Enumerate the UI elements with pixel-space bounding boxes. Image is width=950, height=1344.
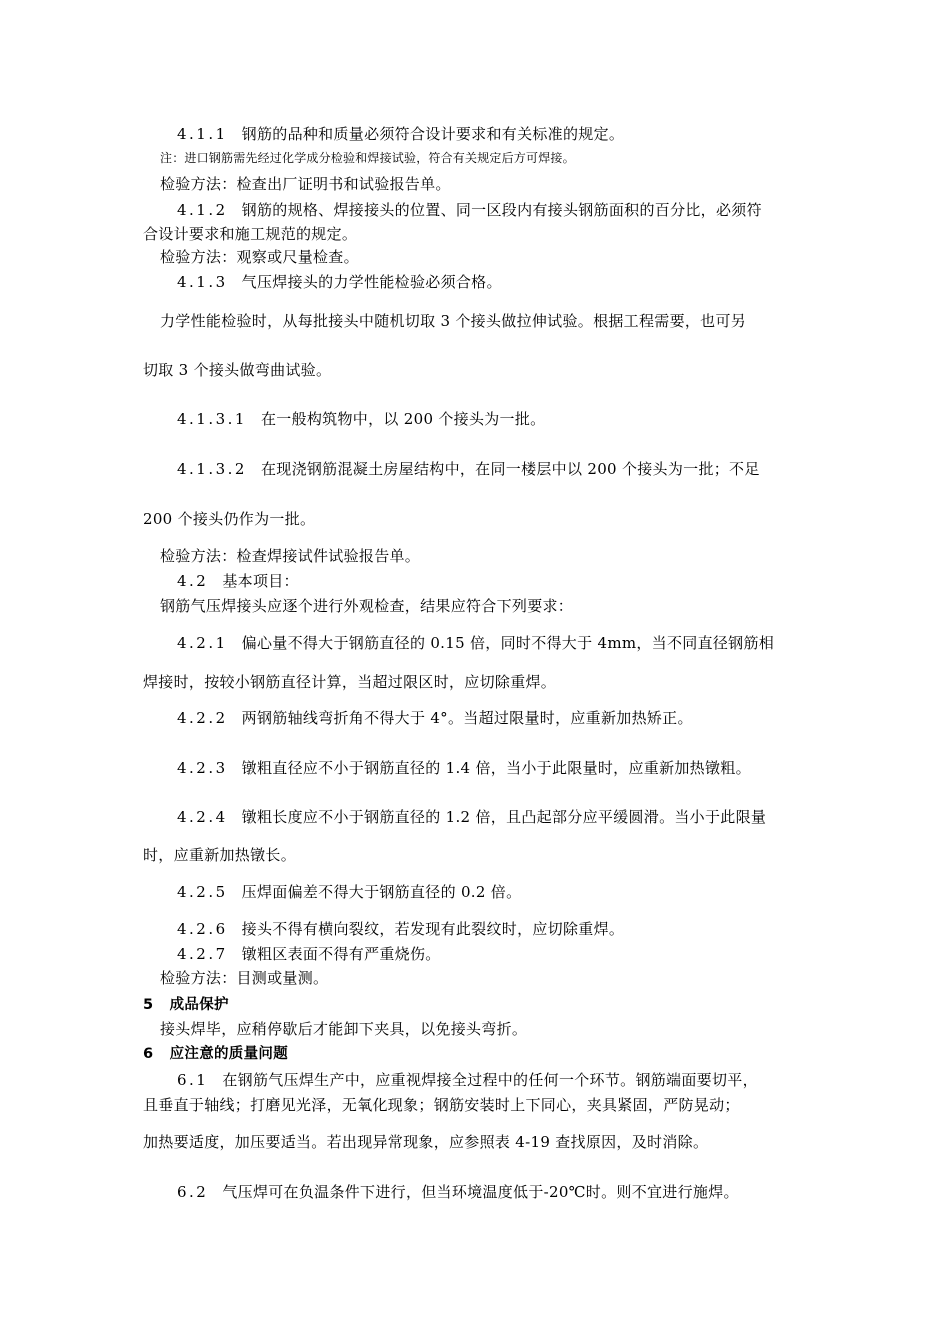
clause-text: 镦粗长度应不小于钢筋直径的 1.2 倍，且凸起部分应平缓圆滑。当小于此限量	[241, 808, 767, 826]
continuation-line: 时，应重新加热镦长。	[143, 846, 297, 864]
clause-number: 4.1.3	[177, 273, 228, 291]
clause-number: 4.2.6	[177, 920, 228, 938]
clause-text: 气压焊接头的力学性能检验必须合格。	[241, 273, 502, 291]
continuation-line: 加热要适度，加压要适当。若出现异常现象，应参照表 4-19 查找原因，及时消除。	[143, 1133, 709, 1151]
clause-number: 6.2	[177, 1183, 209, 1201]
inspection-method: 检验方法：目测或量测。	[160, 969, 329, 987]
clause-text: 镦粗区表面不得有严重烧伤。	[241, 945, 441, 963]
continuation-line: 200 个接头仍作为一批。	[143, 510, 316, 528]
clause-number: 4.1.1	[177, 125, 228, 143]
clause-6-2	[177, 1182, 739, 1202]
clause-4-2-1	[177, 633, 774, 653]
clause-number: 4.2	[177, 572, 209, 590]
continuation-line: 且垂直于轴线；打磨见光泽，无氧化现象；钢筋安装时上下同心，夹具紧固，严防晃动；	[143, 1096, 740, 1114]
section-number: 5	[143, 997, 156, 1013]
continuation-line: 切取 3 个接头做弯曲试验。	[143, 361, 332, 379]
clause-text: 镦粗直径应不小于钢筋直径的 1.4 倍，当小于此限量时，应重新加热镦粗。	[241, 759, 751, 777]
clause-number: 4.2.3	[177, 759, 228, 777]
continuation-line: 合设计要求和施工规范的规定。	[143, 225, 358, 243]
clause-text: 钢筋的品种和质量必须符合设计要求和有关标准的规定。	[241, 125, 625, 143]
clause-4-1-3-2	[177, 459, 760, 479]
section-heading-5	[143, 995, 229, 1015]
clause-number: 6.1	[177, 1071, 209, 1089]
clause-number: 4.2.4	[177, 808, 228, 826]
inspection-method: 检验方法：检查焊接试件试验报告单。	[160, 547, 421, 565]
clause-6-1	[177, 1070, 758, 1090]
clause-text: 在现浇钢筋混凝土房屋结构中，在同一楼层中以 200 个接头为一批；不足	[260, 460, 760, 478]
section-title: 应注意的质量问题	[169, 1046, 288, 1062]
clause-number: 4.2.5	[177, 883, 228, 901]
clause-4-2-6	[177, 919, 624, 939]
clause-4-2-2	[177, 708, 693, 728]
clause-number: 4.1.3.1	[177, 410, 247, 428]
clause-4-2-4	[177, 807, 766, 827]
clause-number: 4.2.2	[177, 709, 228, 727]
clause-text: 压焊面偏差不得大于钢筋直径的 0.2 倍。	[241, 883, 522, 901]
clause-4-1-3-1	[177, 409, 545, 429]
clause-text: 在一般构筑物中，以 200 个接头为一批。	[260, 410, 546, 428]
section-number: 6	[143, 1046, 156, 1062]
clause-4-2-5	[177, 882, 521, 902]
inspection-method: 检验方法：观察或尺量检查。	[160, 248, 359, 266]
clause-text: 基本项目：	[222, 572, 299, 590]
clause-number: 4.2.7	[177, 945, 228, 963]
clause-text: 偏心量不得大于钢筋直径的 0.15 倍，同时不得大于 4mm，当不同直径钢筋相	[241, 634, 775, 652]
note-line: 注：进口钢筋需先经过化学成分检验和焊接试验，符合有关规定后方可焊接。	[160, 151, 575, 165]
clause-number: 4.1.2	[177, 201, 228, 219]
clause-text: 两钢筋轴线弯折角不得大于 4°。当超过限量时，应重新加热矫正。	[241, 709, 693, 727]
clause-4-1-2	[177, 200, 762, 220]
section-heading-6	[143, 1044, 288, 1064]
clause-4-2-7	[177, 944, 441, 964]
clause-text: 接头不得有横向裂纹，若发现有此裂纹时，应切除重焊。	[241, 920, 625, 938]
clause-4-1-1	[177, 124, 624, 144]
clause-4-2	[177, 571, 299, 591]
paragraph-line: 接头焊毕，应稍停歇后才能卸下夹具，以免接头弯折。	[160, 1020, 528, 1038]
paragraph-line: 力学性能检验时，从每批接头中随机切取 3 个接头做拉伸试验。根据工程需要，也可另	[160, 312, 747, 330]
continuation-line: 焊接时，按较小钢筋直径计算，当超过限区时，应切除重焊。	[143, 673, 557, 691]
section-title: 成品保护	[169, 997, 229, 1013]
clause-4-2-3	[177, 758, 751, 778]
inspection-method: 检验方法：检查出厂证明书和试验报告单。	[160, 175, 451, 193]
clause-4-1-3	[177, 272, 502, 292]
clause-text: 在钢筋气压焊生产中，应重视焊接全过程中的任何一个环节。钢筋端面要切平，	[222, 1071, 758, 1089]
clause-text: 钢筋的规格、焊接接头的位置、同一区段内有接头钢筋面积的百分比，必须符	[241, 201, 762, 219]
clause-number: 4.1.3.2	[177, 460, 247, 478]
clause-text: 气压焊可在负温条件下进行，但当环境温度低于-20℃时。则不宜进行施焊。	[222, 1183, 739, 1201]
clause-number: 4.2.1	[177, 634, 228, 652]
paragraph-line: 钢筋气压焊接头应逐个进行外观检查，结果应符合下列要求：	[160, 597, 574, 615]
